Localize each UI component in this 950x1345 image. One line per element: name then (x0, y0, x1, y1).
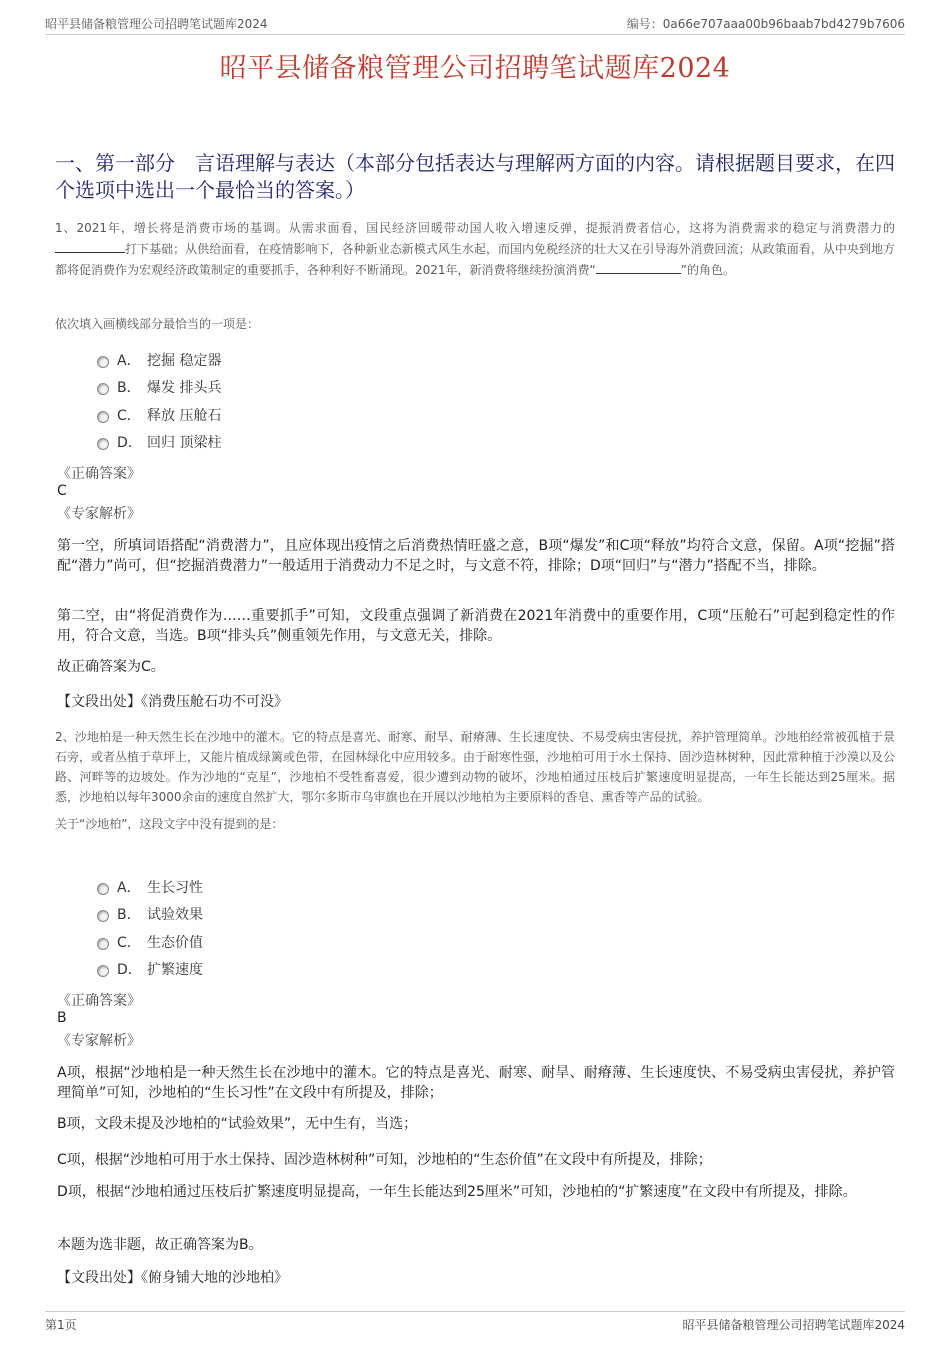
analysis-paragraph: C项，根据“沙地柏可用于水土保持、固沙造林树种”可知，沙地柏的“生态价值”在文段中有所提及，排除； (57, 1152, 712, 1168)
analysis-conclusion: 本题为选非题，故正确答案为B。 (57, 1237, 263, 1253)
option-a[interactable] (97, 873, 597, 901)
option-letter: D． (117, 962, 142, 979)
radio-button[interactable] (97, 883, 109, 895)
option-letter: A． (117, 352, 141, 369)
option-c[interactable] (97, 401, 597, 429)
answer-label: 《正确答案》 (57, 993, 141, 1009)
header-doc-name: 昭平县储备粮管理公司招聘笔试题库2024 (45, 17, 268, 31)
option-text: 生态价值 (147, 934, 203, 951)
radio-button[interactable] (97, 411, 109, 423)
option-text: 试验效果 (147, 907, 203, 924)
option-letter: B． (117, 380, 141, 397)
analysis-paragraph: 第二空，由“将促消费作为……重要抓手”可知，文段重点强调了新消费在2021年消费中的重要作用，C项“压舱石”可起到稳定性的作用，符合文意，当选。B项“排头兵”侧重领先作用，与文意无关，排除。 (57, 608, 895, 644)
question-2-text: 2、沙地柏是一种天然生长在沙地中的灌木。它的特点是喜光、耐寒、耐旱、耐瘠薄、生长速度快、不易受病虫害侵扰，养护管理简单。沙地柏经常被孤植于景石旁，或者丛植于草坪上，又能片植成绿篱或色带，在园林绿化中应用较多。由于耐寒性强，沙地柏可用于水土保持、固沙造林树种，因此常种植于沙漠以及公路、河畔等的边坡处。作为沙地的“克星”，沙地柏不受牲畜喜爱，很少遭到动物的破坏，沙地柏通过压枝后扩繁速度明显提高，一年生长能达到25厘米。据悉，沙地柏以每年3000余亩的速度自然扩大，鄂尔多斯市乌审旗也在开展以沙地柏为主要原料的香皂、熏香等产品的试验。 (55, 730, 896, 804)
radio-button[interactable] (97, 438, 109, 450)
q1-text-part-a: 1、2021年，增长将是消费市场的基调。从需求面看，国民经济回暖带动国人收入增速反弹，提振消费者信心，这将为消费需求的稳定与消费潜力的 (55, 221, 895, 235)
question-2-prompt: 关于“沙地柏”，这段文字中没有提到的是： (55, 817, 284, 831)
option-text: 释放 压舱石 (147, 407, 222, 424)
option-text: 生长习性 (147, 879, 203, 896)
correct-answer: B (57, 1010, 67, 1026)
question-1-prompt: 依次填入画横线部分最恰当的一项是： (55, 317, 260, 331)
option-letter: B． (117, 907, 141, 924)
answer-label: 《正确答案》 (57, 466, 141, 482)
option-text: 挖掘 稳定器 (147, 352, 222, 369)
analysis-conclusion: 故正确答案为C。 (57, 659, 165, 675)
radio-button[interactable] (97, 383, 109, 395)
question-1-text (55, 218, 895, 280)
question-2-options (97, 873, 597, 983)
page-footer (45, 1311, 905, 1332)
header-doc-id: 编号：0a66e707aaa00b96baab7bd4279b7606 (626, 17, 905, 31)
option-text: 回归 顶梁柱 (147, 435, 222, 452)
section-heading: 一、第一部分 言语理解与表达（本部分包括表达与理解两方面的内容。请根据题目要求，在四个选项中选出一个最恰当的答案。） (55, 151, 895, 202)
page-number: 第1页 (45, 1318, 77, 1332)
analysis-paragraph: 第一空，所填词语搭配“消费潜力”，且应体现出疫情之后消费热情旺盛之意，B项“爆发”和C项“释放”均符合文意，保留。A项“挖掘”搭配“潜力”尚可，但“挖掘消费潜力”一般适用于消费动力不足之时，与文意不符，排除；D项“回归”与“潜力”搭配不当，排除。 (57, 538, 895, 574)
option-letter: A． (117, 879, 141, 896)
q1-text-part-b: 打下基础；从供给面看，在疫情影响下，各种新业态新模式风生水起，而国内免税经济的壮大又在引导海外消费回流；从政策面看，从中央到地方都将促消费作为宏观经济政策制定的重要抓手，各种利好不断涌现。2021年，新消费将继续扮演消费“ (55, 242, 895, 277)
correct-answer: C (57, 483, 67, 499)
radio-button[interactable] (97, 356, 109, 368)
option-letter: D． (117, 435, 142, 452)
option-d[interactable] (97, 429, 597, 457)
analysis-label: 《专家解析》 (57, 1033, 141, 1049)
question-1-options (97, 346, 597, 456)
radio-button[interactable] (97, 965, 109, 977)
option-d[interactable] (97, 956, 597, 984)
footer-doc-name: 昭平县储备粮管理公司招聘笔试题库2024 (682, 1318, 905, 1332)
option-text: 扩繁速度 (147, 962, 203, 979)
document-title: 昭平县储备粮管理公司招聘笔试题库2024 (219, 53, 731, 84)
blank-line (596, 259, 681, 274)
analysis-label: 《专家解析》 (57, 506, 141, 522)
source-citation: 【文段出处】《消费压舱石功不可没》 (57, 694, 288, 710)
option-a[interactable] (97, 346, 597, 374)
option-letter: C． (117, 407, 141, 424)
q1-text-part-c: ”的角色。 (680, 263, 735, 277)
page-header (45, 12, 905, 35)
option-letter: C． (117, 934, 141, 951)
option-c[interactable] (97, 928, 597, 956)
option-text: 爆发 排头兵 (147, 380, 222, 397)
analysis-paragraph: D项，根据“沙地柏通过压枝后扩繁速度明显提高，一年生长能达到25厘米”可知，沙地柏的“扩繁速度”在文段中有所提及，排除。 (57, 1184, 857, 1200)
source-citation: 【文段出处】《俯身铺大地的沙地柏》 (57, 1270, 288, 1286)
option-b[interactable] (97, 901, 597, 929)
radio-button[interactable] (97, 938, 109, 950)
analysis-paragraph: A项，根据“沙地柏是一种天然生长在沙地中的灌木。它的特点是喜光、耐寒、耐旱、耐瘠薄、生长速度快、不易受病虫害侵扰，养护管理简单”可知，沙地柏的“生长习性”在文段中有所提及，排除； (57, 1065, 895, 1101)
blank-line (55, 238, 125, 253)
option-b[interactable] (97, 374, 597, 402)
radio-button[interactable] (97, 910, 109, 922)
analysis-paragraph: B项，文段未提及沙地柏的“试验效果”，无中生有，当选； (57, 1116, 418, 1132)
